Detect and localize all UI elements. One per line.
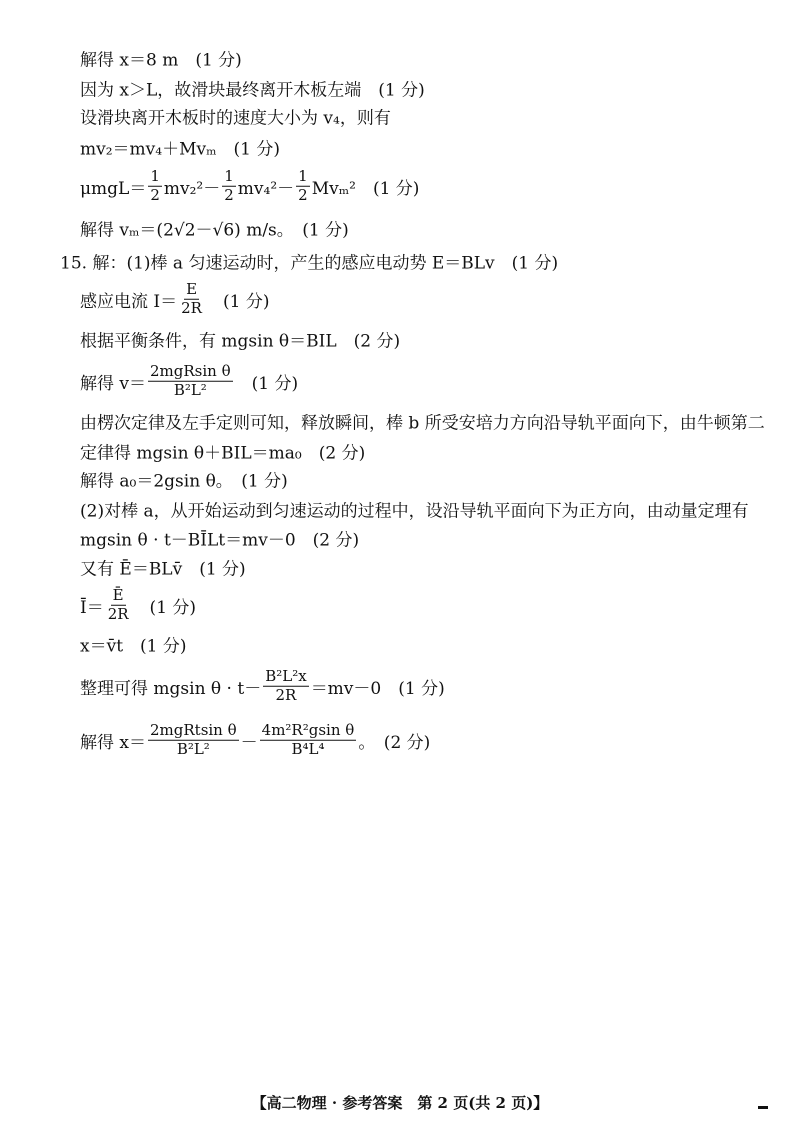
line-text: 因为 x＞L，故滑块最终离开木板左端 (1 分) [80, 80, 425, 101]
page-footer: 【高二物理 · 参考答案 第 2 页(共 2 页)】 [251, 1094, 549, 1112]
line-text: ＝mv－0 (1 分) [310, 678, 445, 699]
fraction-denominator: 2 [150, 185, 160, 204]
answer-line [80, 467, 288, 492]
fraction-numerator: E [186, 279, 198, 298]
answer-line [60, 249, 558, 274]
fraction-denominator: B²L² [176, 739, 210, 758]
answer-line [80, 439, 365, 464]
line-text: 根据平衡条件，有 mgsin θ＝BIL (2 分) [80, 331, 401, 352]
line-text: (2)对棒 a，从开始运动到匀速运动的过程中，设沿导轨平面向下为正方向，由动量定理有 [80, 501, 749, 522]
line-text: 解得 a₀＝2gsin θ。 (1 分) [80, 471, 288, 492]
line-text: 。 (2 分) [358, 732, 431, 753]
fraction-numerator: 2mgRsin θ [150, 361, 231, 380]
line-text: Mvₘ² (1 分) [311, 178, 420, 199]
line-text: 15. 解：(1)棒 a 匀速运动时，产生的感应电动势 E＝BLv (1 分) [60, 253, 559, 274]
answer-line [80, 632, 187, 657]
fraction-denominator: B²L² [173, 380, 207, 399]
line-text: 解得 vₘ＝(2√2－√6) m/s。 (1 分) [80, 220, 349, 241]
line-text: 解得 x＝ [80, 732, 146, 753]
fraction-denominator: 2R [275, 685, 297, 704]
fraction-numerator: 1 [150, 166, 160, 185]
line-text: μmgL＝ [80, 178, 147, 199]
line-text: (1 分) [234, 373, 299, 394]
answer-line [80, 720, 431, 758]
answer-line [80, 279, 270, 317]
line-text: － [240, 732, 258, 753]
answer-line [80, 526, 359, 551]
line-text: mv₂²－ [163, 178, 221, 199]
line-text: x＝v̄t (1 分) [80, 636, 187, 657]
line-text: 设滑块离开木板时的速度大小为 v₄，则有 [80, 108, 391, 129]
fraction-numerator: 1 [224, 166, 234, 185]
line-text: (1 分) [132, 597, 197, 618]
line-text: (1 分) [205, 291, 270, 312]
fraction-numerator: 2mgRtsin θ [150, 720, 237, 739]
answer-line [80, 76, 425, 101]
answer-line [80, 361, 299, 399]
line-text: mgsin θ · t－BĪLt＝mv－0 (2 分) [80, 530, 360, 551]
answer-line [80, 585, 197, 623]
fraction-denominator: B⁴L⁴ [291, 739, 325, 758]
line-text: 感应电流 I＝ [80, 291, 178, 312]
line-text: 解得 x＝8 m (1 分) [80, 50, 242, 71]
answer-line [80, 409, 765, 434]
line-text: Ī＝ [80, 597, 104, 618]
answer-line [80, 497, 749, 522]
answer-line [80, 166, 420, 204]
answer-line [80, 666, 445, 704]
answer-line [80, 555, 246, 580]
fraction [106, 585, 131, 623]
line-text: 定律得 mgsin θ＋BIL＝ma₀ (2 分) [80, 443, 366, 464]
fraction-denominator: 2R [107, 604, 129, 623]
answer-line [80, 104, 391, 129]
line-text: mv₄²－ [237, 178, 295, 199]
fraction-numerator: 1 [298, 166, 308, 185]
answer-line [80, 327, 400, 352]
corner-mark [758, 1106, 768, 1109]
fraction [148, 720, 239, 758]
fraction [148, 166, 162, 204]
line-text: 又有 Ē＝BLv̄ (1 分) [80, 559, 246, 580]
fraction [222, 166, 236, 204]
fraction-numerator: Ē [112, 585, 124, 604]
answer-line [80, 46, 242, 71]
fraction [179, 279, 204, 317]
line-text: 由楞次定律及左手定则可知，释放瞬间，棒 b 所受安培力方向沿导轨平面向下，由牛顿第二 [80, 413, 765, 434]
line-text: mv₂＝mv₄＋Mvₘ (1 分) [80, 139, 280, 160]
line-text: 整理可得 mgsin θ · t－ [80, 678, 262, 699]
line-text: 解得 v＝ [80, 373, 147, 394]
fraction [263, 666, 308, 704]
fraction-numerator: B²L²x [265, 666, 307, 685]
fraction-denominator: 2 [298, 185, 308, 204]
fraction-denominator: 2R [181, 298, 202, 317]
answer-line [80, 216, 349, 241]
answer-line [80, 135, 280, 160]
fraction [296, 166, 310, 204]
fraction [260, 720, 357, 758]
fraction-numerator: 4m²R²gsin θ [261, 720, 355, 739]
fraction-denominator: 2 [224, 185, 234, 204]
fraction [148, 361, 233, 399]
